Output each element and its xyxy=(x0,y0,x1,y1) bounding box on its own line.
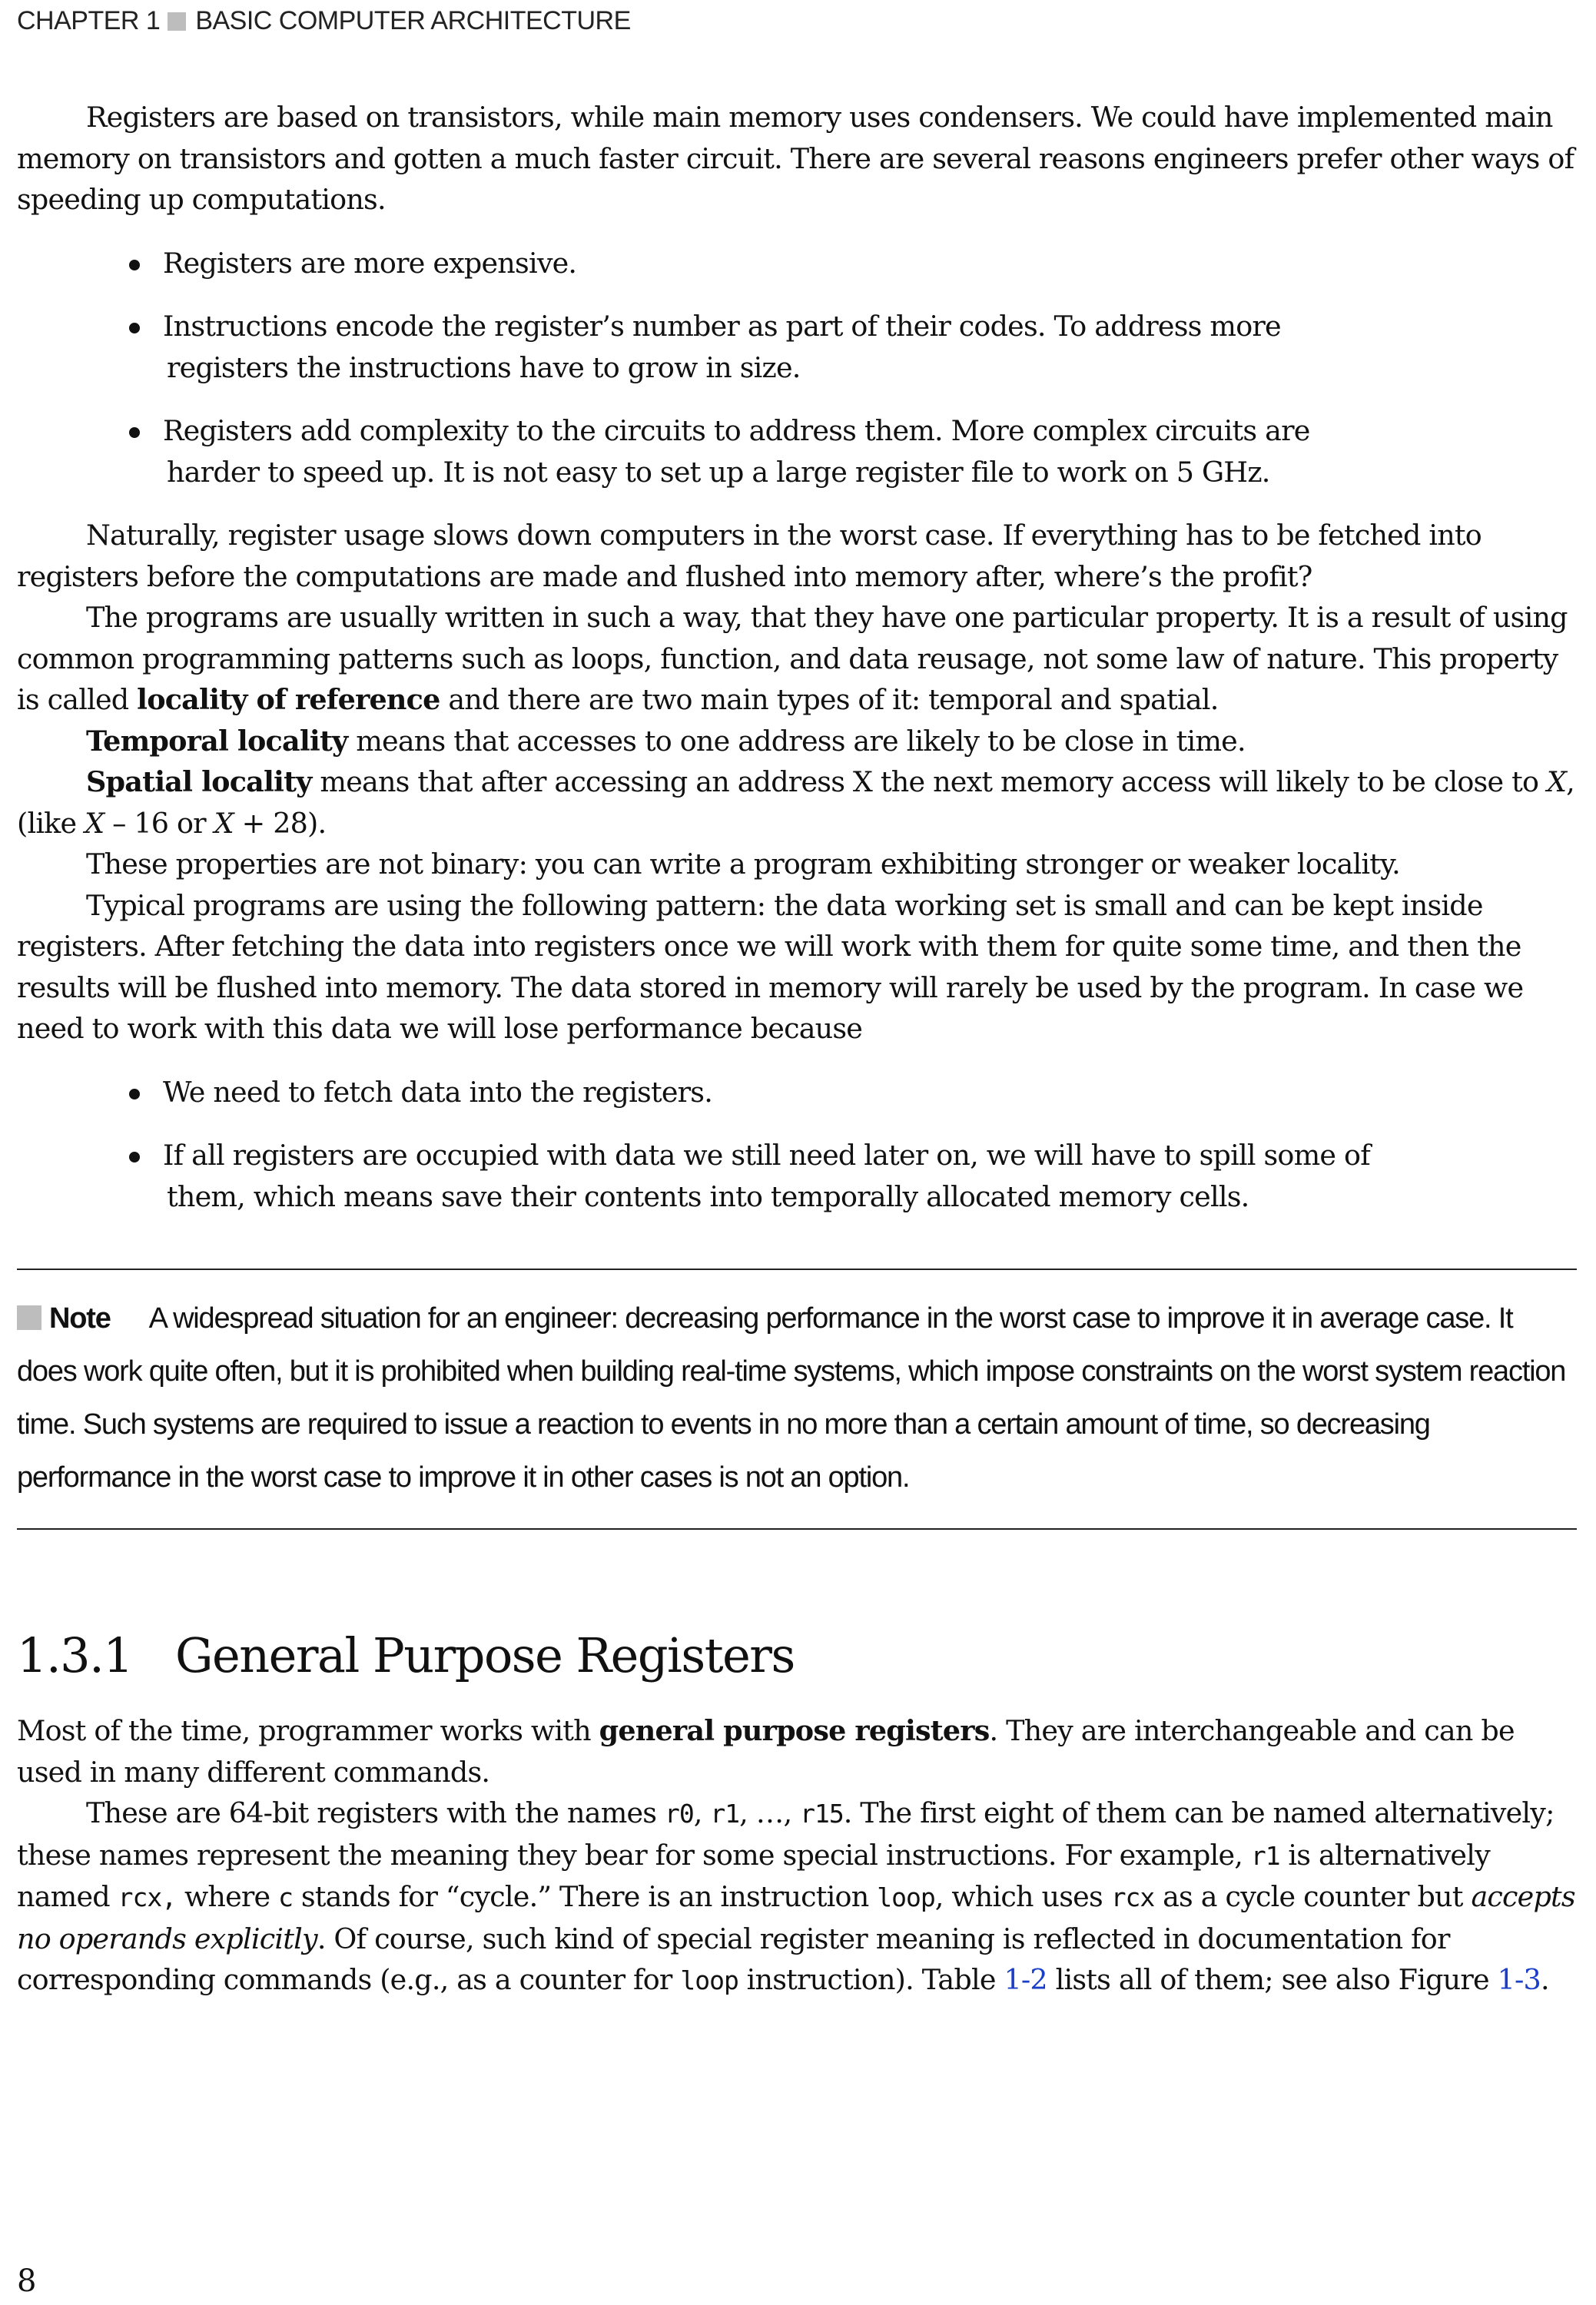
code-span: loop xyxy=(680,1965,738,1995)
bold-term: Spatial locality xyxy=(86,765,312,798)
page-number: 8 xyxy=(17,2264,37,2299)
bullet-list xyxy=(17,1072,1577,1218)
section-heading xyxy=(17,1627,795,1683)
paragraph: Most of the time, programmer works with general purpose registers. They are interchangeable and can be used in many different commands. xyxy=(17,1714,1515,1789)
code-span: loop xyxy=(877,1882,935,1912)
bold-term: general purpose registers xyxy=(599,1714,990,1747)
list-item: Registers are more expensive. xyxy=(17,243,1577,284)
figure-1-3-link[interactable]: 1-3 xyxy=(1497,1963,1541,1996)
chapter-label: CHAPTER 1 xyxy=(17,6,161,35)
code-span: r0 xyxy=(665,1799,694,1829)
note-text: A widespread situation for an engineer: decreasing performance in the worst case to improve it in average case. It does work quite often, but it is prohibited when building real-time systems, which impose constraints on the worst system reaction time. Such systems are required to issue a reaction to events in no more than a certain amount of time, so decreasing performance in the worst case to improve it in other cases is not an option. xyxy=(17,1302,1566,1494)
note-label: Note xyxy=(49,1302,111,1335)
bold-term: locality of reference xyxy=(137,683,440,716)
intro-section xyxy=(17,97,1577,1217)
bullet-list xyxy=(17,243,1577,493)
paragraph: The programs are usually written in such a way, that they have one particular property. It is a result of using common programming patterns such as loops, function, and data reusage, not some law of nature. This property is called locality of reference and there are two main types of it: temporal and spatial. xyxy=(17,601,1568,716)
table-1-2-link[interactable]: 1-2 xyxy=(1004,1963,1047,1996)
paragraph: Registers are based on transistors, while main memory uses condensers. We could have implemented main memory on transistors and gotten a much faster circuit. There are several reasons engineers prefer other ways of speeding up computations. xyxy=(17,101,1574,216)
paragraph: Typical programs are using the following pattern: the data working set is small and can be kept inside registers. After fetching the data into registers once we will work with them for quite some time, and then the results will be flushed into memory. The data stored in memory will rarely be used by the program. In case we need to work with this data we will lose performance because xyxy=(17,888,1524,1045)
square-separator-icon xyxy=(168,12,186,31)
list-item: Registers add complexity to the circuits to address them. More complex circuits are harder to speed up. It is not easy to set up a large register file to work on 5 GHz. xyxy=(17,410,1577,493)
list-item: Instructions encode the register’s number as part of their codes. To address more registers the instructions have to grow in size. xyxy=(17,306,1577,388)
section-title: General Purpose Registers xyxy=(175,1627,795,1683)
chapter-title: BASIC COMPUTER ARCHITECTURE xyxy=(195,6,631,35)
paragraph: Spatial locality means that after accessing an address X the next memory access will likely to be close to X, (like X – 16 or X + 28). xyxy=(17,765,1574,840)
note-square-icon xyxy=(17,1305,41,1330)
list-item: We need to fetch data into the registers. xyxy=(17,1072,1577,1113)
note-top-rule xyxy=(17,1269,1577,1270)
note-box xyxy=(17,1292,1577,1504)
code-span: c xyxy=(278,1882,294,1912)
code-span: r1 xyxy=(710,1799,740,1829)
section-body xyxy=(17,1710,1577,2002)
paragraph: These are 64-bit registers with the names r0, r1, …, r15. The first eight of them can be named alternatively; these names represent the meaning they bear for some special instructions. For example, r1 is alternatively named rcx, where c stands for “cycle.” There is an instruction loop, which uses rcx as a cycle counter but accepts no operands explicitly. Of course, such kind of special register meaning is reflected in documentation for corresponding commands (e.g., as a counter for loop instruction). Table 1-2 lists all of them; see also Figure 1-3. xyxy=(17,1796,1575,1996)
note-bottom-rule xyxy=(17,1528,1577,1530)
code-span: rcx, xyxy=(118,1882,177,1912)
bold-term: Temporal locality xyxy=(86,724,348,758)
code-span: r15 xyxy=(800,1799,844,1829)
list-item: If all registers are occupied with data we still need later on, we will have to spill some of them, which means save their contents into temporally allocated memory cells. xyxy=(17,1135,1577,1217)
paragraph: Naturally, register usage slows down computers in the worst case. If everything has to be fetched into registers before the computations are made and flushed into memory after, where’s the profit? xyxy=(17,519,1482,593)
paragraph: Temporal locality means that accesses to one address are likely to be close in time. xyxy=(86,724,1246,758)
section-number: 1.3.1 xyxy=(17,1627,133,1683)
code-span: rcx xyxy=(1110,1882,1155,1912)
code-span: r1 xyxy=(1250,1840,1280,1871)
paragraph: These properties are not binary: you can write a program exhibiting stronger or weaker locality. xyxy=(86,847,1400,881)
running-head xyxy=(17,6,631,36)
